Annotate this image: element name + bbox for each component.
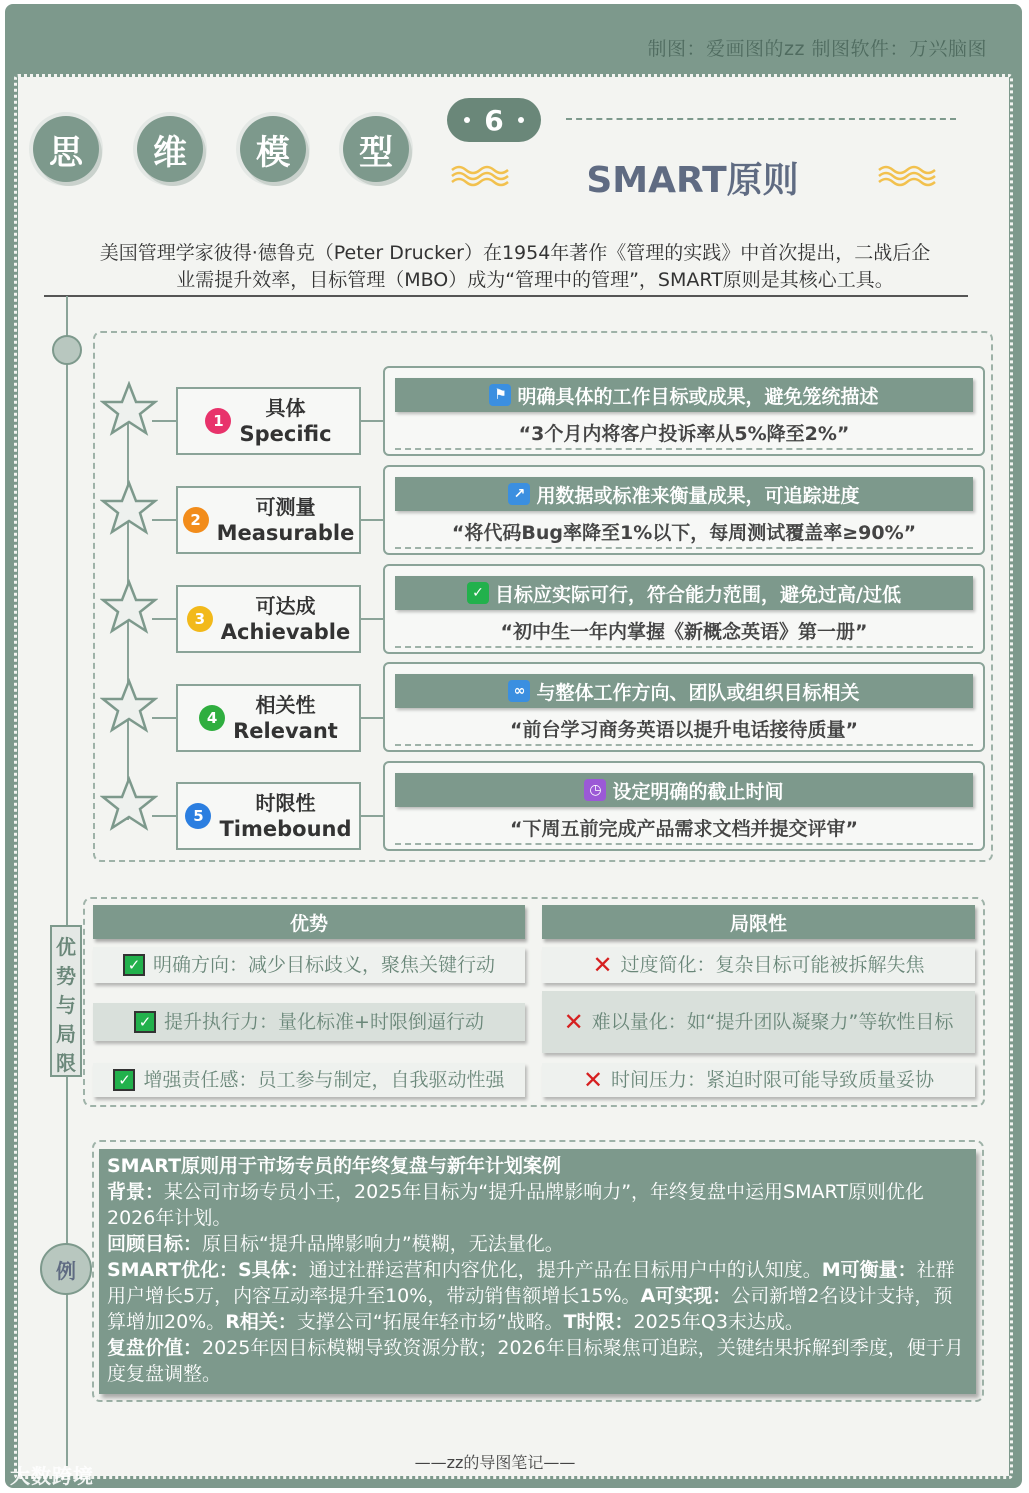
item-label — [233, 692, 338, 744]
header-char-3: 模 — [240, 116, 306, 182]
model-number-pill — [447, 98, 541, 142]
case-s-label: S具体： — [238, 1259, 309, 1281]
intro-paragraph — [60, 240, 970, 294]
credit-text: 制图：爱画图的zz 制图软件：万兴脑图 — [647, 38, 987, 60]
item-connector — [152, 420, 176, 422]
desc-connector — [361, 717, 383, 719]
footer-text: ——zz的导图笔记—— — [414, 1453, 576, 1472]
case-s-text: 通过社群运营和内容优化，提升产品在目标用户中的认知度。 — [308, 1259, 822, 1281]
pro-text: 明确方向：减少目标歧义，聚焦关键行动 — [152, 954, 495, 976]
case-r-label: R相关： — [225, 1311, 297, 1333]
con-text: 时间压力：紧迫时限可能导致质量妥协 — [611, 1069, 935, 1091]
desc-header — [395, 378, 973, 412]
number-badge: 3 — [187, 606, 213, 632]
con-text: 难以量化：如“提升团队凝聚力”等软性目标 — [591, 1011, 954, 1033]
star-icon — [100, 678, 158, 734]
chart-icon: ↗ — [508, 483, 530, 505]
item-connector — [152, 618, 176, 620]
desc-connector — [361, 815, 383, 817]
checkmark-icon: ✓ — [134, 1011, 156, 1033]
desc-connector — [361, 618, 383, 620]
desc-box-specific — [383, 366, 985, 456]
side-label-char: 势 — [56, 964, 76, 988]
page-title: SMART原则 — [586, 160, 799, 201]
smart-item-achievable — [176, 585, 361, 653]
pro-text: 增强责任感：员工参与制定，自我驱动性强 — [143, 1069, 505, 1091]
case-m-text: 社群用户增长5万，内容互动率提升至10%，带动销售额增长15%。 — [107, 1259, 955, 1307]
desc-box-measurable — [383, 465, 985, 555]
wave-icon-left — [450, 165, 512, 187]
desc-connector — [361, 519, 383, 521]
item-label — [221, 593, 350, 645]
checkmark-icon: ✓ — [113, 1069, 135, 1091]
con-item-1 — [542, 947, 975, 983]
desc-box-timebound — [383, 761, 985, 851]
number-badge: 2 — [183, 507, 209, 533]
case-bg-label: 背景： — [107, 1181, 165, 1203]
case-m-label: M可衡量： — [821, 1259, 917, 1281]
pro-text: 提升执行力：量化标准+时限倒逼行动 — [164, 1011, 484, 1033]
case-t-label: T时限： — [563, 1311, 634, 1333]
item-connector — [152, 717, 176, 719]
smart-item-measurable — [176, 486, 361, 554]
item-connector — [152, 815, 176, 817]
case-a-label: A可实现： — [640, 1285, 732, 1307]
item-cn-label: 可达成 — [255, 594, 316, 618]
side-label-char: 与 — [56, 993, 76, 1017]
case-value-label: 复盘价值： — [107, 1337, 203, 1359]
con-item-3 — [542, 1063, 975, 1097]
item-en-label: Achievable — [220, 620, 351, 644]
item-label — [219, 790, 351, 842]
smart-item-relevant — [176, 684, 361, 752]
con-item-2 — [542, 991, 975, 1053]
item-cn-label: 可测量 — [255, 495, 316, 519]
wave-icon-right — [877, 165, 939, 187]
item-cn-label: 具体 — [265, 396, 306, 420]
case-t-text: 2025年Q3末达成。 — [633, 1311, 804, 1333]
number-badge: 5 — [185, 803, 211, 829]
item-en-label: Measurable — [216, 521, 355, 545]
model-number: 6 — [484, 103, 504, 137]
case-r-text: 支撑公司“拓展年轻市场”战略。 — [296, 1311, 564, 1333]
item-cn-label: 时限性 — [255, 791, 316, 815]
item-cn-label: 相关性 — [255, 693, 316, 717]
intro-line-2: 业需提升效率，目标管理（MBO）成为“管理中的管理”，SMART原则是其核心工具。 — [176, 269, 894, 291]
cross-icon: ✕ — [563, 1008, 584, 1036]
desc-header — [395, 477, 973, 511]
desc-header — [395, 576, 973, 610]
side-label-char: 限 — [56, 1051, 76, 1075]
desc-title: 目标应实际可行，符合能力范围，避免过高/过低 — [495, 583, 901, 606]
cons-header: 局限性 — [542, 905, 975, 939]
desc-box-achievable — [383, 564, 985, 654]
star-icon — [100, 776, 158, 832]
desc-example: “将代码Bug率降至1%以下，每周测试覆盖率≥90%” — [395, 517, 973, 549]
desc-box-relevant — [383, 662, 985, 752]
item-label — [239, 395, 331, 447]
desc-connector — [361, 420, 383, 422]
desc-example: “初中生一年内掌握《新概念英语》第一册” — [395, 616, 973, 648]
case-value-text: 2025年因目标模糊导致资源分散；2026年目标聚焦可追踪，关键结果拆解到季度，便于月度复盘调整。 — [107, 1337, 964, 1385]
clock-icon: ◷ — [584, 779, 606, 801]
case-review-text: 原目标“提升品牌影响力”模糊，无法量化。 — [202, 1233, 564, 1255]
example-node: 例 — [40, 1243, 92, 1295]
checkmark-icon: ✓ — [123, 954, 145, 976]
cross-icon: ✕ — [592, 951, 613, 979]
header-char-2: 维 — [137, 116, 203, 182]
desc-title: 用数据或标准来衡量成果，可追踪进度 — [536, 484, 860, 507]
pro-item-2 — [93, 1003, 525, 1041]
side-label-char: 局 — [56, 1022, 76, 1046]
smart-item-timebound — [176, 782, 361, 850]
desc-title: 明确具体的工作目标或成果，避免笼统描述 — [517, 385, 879, 408]
desc-example: “下周五前完成产品需求文档并提交评审” — [395, 813, 973, 845]
item-connector — [152, 519, 176, 521]
timeline-node — [52, 335, 82, 365]
header-char-1: 思 — [33, 116, 99, 182]
number-badge: 1 — [205, 408, 231, 434]
header-char-4: 型 — [343, 116, 409, 182]
desc-title: 与整体工作方向、团队或组织目标相关 — [536, 681, 860, 704]
item-en-label: Timebound — [219, 817, 352, 841]
side-label-char: 优 — [56, 935, 76, 959]
pro-item-3 — [93, 1063, 525, 1097]
case-bg-text: 某公司市场专员小王，2025年目标为“提升品牌影响力”，年终复盘中运用SMART原则优化2026年计划。 — [107, 1181, 924, 1229]
header-dash-line — [566, 118, 956, 120]
intro-divider — [44, 295, 968, 297]
watermark-logo: 大数跨境 — [10, 1464, 94, 1488]
star-icon — [100, 381, 158, 437]
desc-header — [395, 773, 973, 807]
link-icon: ∞ — [508, 680, 530, 702]
intro-line-1: 美国管理学家彼得·德鲁克（Peter Drucker）在1954年著作《管理的实践》中首次提出，二战后企 — [99, 242, 931, 264]
target-icon: ⚑ — [489, 384, 511, 406]
con-text: 过度简化：复杂目标可能被拆解失焦 — [620, 954, 925, 976]
desc-header — [395, 674, 973, 708]
desc-example: “前台学习商务英语以提升电话接待质量” — [395, 714, 973, 746]
number-badge: 4 — [199, 705, 225, 731]
case-opt-label: SMART优化： — [107, 1259, 239, 1281]
star-icon — [100, 579, 158, 635]
pros-cons-side-label — [50, 925, 82, 1077]
case-review-label: 回顾目标： — [107, 1233, 203, 1255]
star-icon — [100, 480, 158, 536]
item-en-label: Relevant — [233, 719, 338, 743]
desc-title: 设定明确的截止时间 — [612, 780, 784, 803]
check-icon: ✓ — [467, 582, 489, 604]
smart-item-specific — [176, 387, 361, 455]
case-a-text: 公司新增2名设计支持，预算增加20%。 — [107, 1285, 953, 1333]
pros-header: 优势 — [93, 905, 525, 939]
item-label — [217, 494, 355, 546]
case-title: SMART原则用于市场专员的年终复盘与新年计划案例 — [107, 1155, 562, 1177]
case-box — [99, 1149, 976, 1394]
item-en-label: Specific — [239, 422, 332, 446]
cross-icon: ✕ — [582, 1066, 604, 1094]
desc-example: “3个月内将客户投诉率从5%降至2%” — [395, 418, 973, 450]
pro-item-1 — [93, 947, 525, 983]
